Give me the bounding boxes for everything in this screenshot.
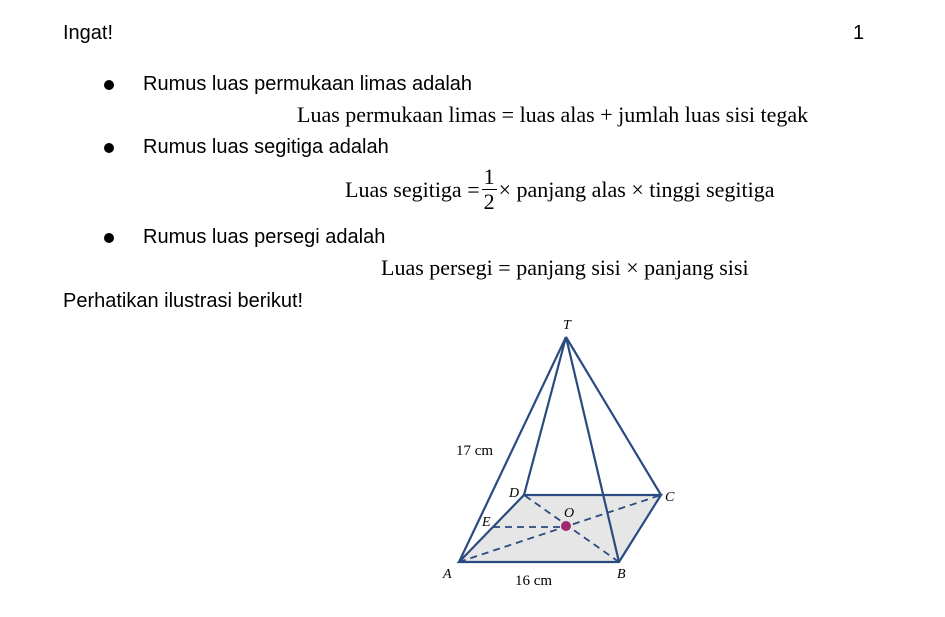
page-number: 1 <box>853 22 865 44</box>
label-a: A <box>443 567 452 582</box>
formula-segitiga-left: Luas segitiga = <box>345 176 480 202</box>
label-e: E <box>482 515 491 530</box>
label-c: C <box>665 490 675 505</box>
formula-luas-permukaan-limas: Luas permukaan limas = luas alas + jumlah luas sisi tegak <box>297 102 809 127</box>
label-t: T <box>563 318 571 333</box>
page-title: Ingat! <box>63 22 114 44</box>
label-base-length: 16 cm <box>515 573 553 589</box>
label-slant-length: 17 cm <box>456 443 494 459</box>
edge-tc <box>566 337 661 495</box>
item-text-3: Rumus luas persegi adalah <box>143 226 386 248</box>
label-d: D <box>509 486 520 501</box>
fraction-denominator: 2 <box>483 189 495 214</box>
fraction-numerator: 1 <box>483 164 495 189</box>
label-b: B <box>617 567 626 582</box>
point-o <box>561 521 571 531</box>
formula-segitiga-right: × panjang alas × tinggi segitiga <box>498 176 775 202</box>
instruction-text: Perhatikan ilustrasi berikut! <box>63 290 304 312</box>
label-o: O <box>564 506 575 521</box>
formula-luas-persegi: Luas persegi = panjang sisi × panjang sisi <box>381 255 749 280</box>
item-text-1: Rumus luas permukaan limas adalah <box>143 73 473 95</box>
item-text-2: Rumus luas segitiga adalah <box>143 136 389 158</box>
edge-td <box>524 337 566 495</box>
